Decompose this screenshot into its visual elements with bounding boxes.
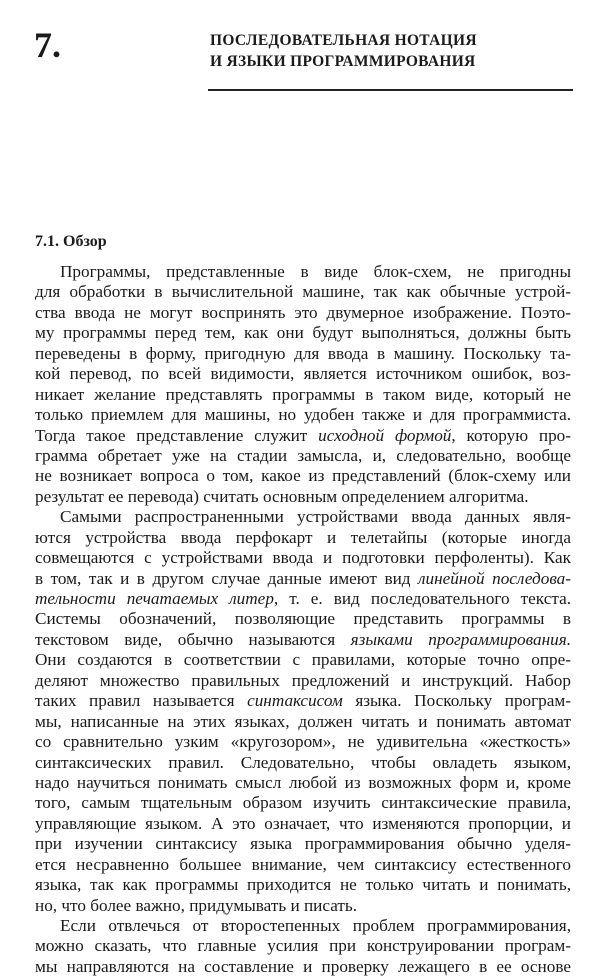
text-segment: совмещаются с устройствами ввода и подготовки перфоленты). Как [35, 548, 571, 568]
text-segment: Тогда такое представление служит [35, 425, 319, 445]
text-segment: языка. Поскольку програм- [342, 691, 571, 711]
text-line [35, 446, 571, 466]
emphasized-term: линейной последова- [418, 568, 571, 588]
text-segment: таких правил называется [35, 691, 248, 711]
text-segment: му программы перед тем, как они будут выполняться, должны быть [35, 323, 571, 343]
text-line [35, 855, 571, 875]
text-line [35, 834, 571, 854]
text-line [35, 875, 571, 895]
text-segment: мы направляются на составление и проверку лежащего в ее основе [35, 956, 571, 976]
text-line [35, 344, 571, 364]
text-segment: грамма обретает уже на стадии замысла, и, следовательно, вообще [35, 445, 571, 465]
text-segment: , которую про- [451, 425, 571, 445]
text-segment: мы, написанные на этих языках, должен читать и понимать автомат [35, 711, 571, 731]
text-segment: управляющие языком. А это означает, что изменяются пропорции, и [35, 813, 571, 833]
text-segment: при изучении синтаксису языка программирования обычно уделя- [35, 834, 571, 854]
text-line [35, 957, 571, 977]
text-segment: , т. е. вид последовательного текста. [273, 589, 571, 608]
text-segment: текстовом виде, обычно называются [35, 629, 351, 649]
text-line [35, 528, 571, 548]
text-line [35, 569, 571, 589]
text-segment: надо научиться понимать смысл любой из возможных форм и, кроме [35, 772, 571, 792]
text-line [35, 303, 571, 323]
text-segment: ется несравненно большее внимание, чем синтаксису естественного [35, 854, 571, 874]
text-line [35, 936, 571, 956]
text-segment: не возникает вопроса о том, какое из представлений (блок-схему или [35, 466, 571, 486]
text-line [35, 262, 571, 282]
text-segment: только приемлем для машины, но удобен также и для программиста. [35, 405, 571, 425]
text-line [35, 814, 571, 834]
text-line [35, 793, 571, 813]
emphasized-term: языками программирования. [350, 629, 571, 649]
text-line [35, 364, 571, 384]
text-segment: можно сказать, что главные усилия при конструировании програм- [35, 936, 571, 956]
text-segment: ются устройства ввода перфокарт и телетайпы (которые иногда [35, 527, 571, 547]
section-heading: 7.1. Обзор [35, 233, 107, 250]
text-line [35, 548, 571, 568]
text-segment: языка, так как программы приходится не только читать и понимать, [35, 875, 571, 895]
text-line [35, 589, 571, 609]
chapter-title-line: ПОСЛЕДОВАТЕЛЬНАЯ НОТАЦИЯ [210, 32, 477, 49]
chapter-title [210, 30, 477, 72]
text-segment: Системы обозначений, позволяющие представить программы в [35, 609, 571, 629]
text-line [35, 773, 571, 793]
text-line [35, 487, 571, 507]
text-segment: результат ее перевода) считать основным определением алгоритма. [35, 486, 529, 506]
text-segment: Если отвлечься от второстепенных проблем программирования, [60, 916, 571, 935]
text-segment: того, самым тщательным образом изучить синтаксические правила, [35, 793, 571, 813]
chapter-number: 7. [34, 25, 61, 65]
text-line [35, 323, 571, 343]
text-segment: Они создаются в соответствии с правилами, которые точно опре- [35, 650, 571, 670]
text-segment: в том, так и в другом случае данные имеют вид [35, 568, 419, 588]
text-line [35, 507, 571, 527]
text-line [35, 426, 571, 446]
text-segment: ства ввода не могут воспринять это двумерное изображение. Поэто- [35, 302, 571, 322]
text-segment: Самыми распространенными устройствами ввода данных явля- [60, 507, 571, 527]
text-segment: со сравнительно узким «кругозором», не удивительна «жесткость» [35, 732, 571, 752]
text-segment: синтаксических правил. Следовательно, чтобы овладеть языком, [35, 752, 571, 772]
text-line [35, 916, 571, 936]
text-line [35, 671, 571, 691]
text-line [35, 405, 571, 425]
emphasized-term: синтаксисом [247, 691, 343, 711]
text-segment: деляют множество правильных предложений и инструкций. Набор [35, 670, 571, 690]
text-line [35, 282, 571, 302]
body-text [35, 262, 571, 977]
text-line [35, 650, 571, 670]
chapter-title-line: И ЯЗЫКИ ПРОГРАММИРОВАНИЯ [210, 53, 476, 70]
text-segment: переведены в форму, пригодную для ввода в машину. Поскольку та- [35, 343, 571, 363]
text-segment: кой перевод, по всей видимости, является источником ошибок, воз- [35, 364, 571, 384]
text-line [35, 732, 571, 752]
text-segment: для обработки в вычислительной машине, так как обычные устрой- [35, 282, 571, 302]
text-line [35, 691, 571, 711]
text-segment: но, что более важно, придумывать и писать. [35, 895, 358, 915]
text-line [35, 466, 571, 486]
text-line [35, 753, 571, 773]
text-segment: Программы, представленные в виде блок-схем, не пригодны [60, 262, 571, 281]
text-line [35, 712, 571, 732]
text-line [35, 609, 571, 629]
text-line [35, 896, 571, 916]
chapter-rule [208, 89, 573, 91]
text-line [35, 630, 571, 650]
emphasized-term: тельности печатаемых литер [35, 589, 274, 608]
text-segment: никает желание представлять программы в таком виде, который не [35, 384, 571, 404]
emphasized-term: исходной формой [318, 425, 452, 445]
text-line [35, 385, 571, 405]
